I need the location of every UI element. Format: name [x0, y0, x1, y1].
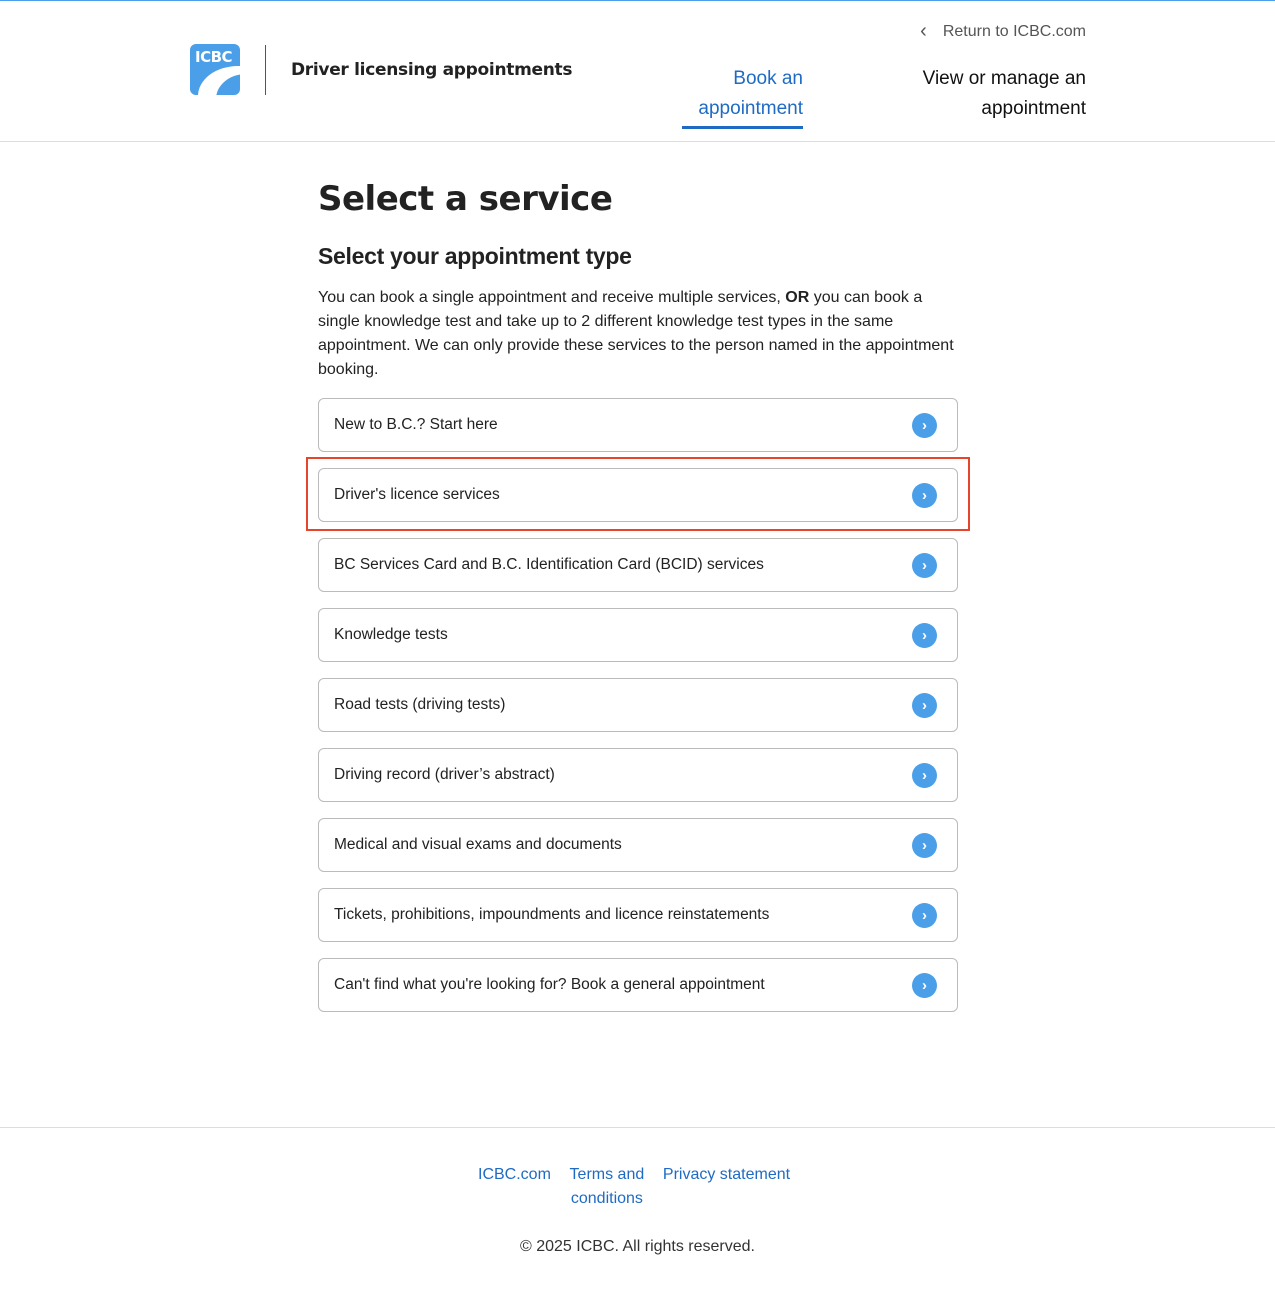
- service-option-label: Tickets, prohibitions, impoundments and licence reinstatements: [334, 906, 770, 923]
- page-title: Select a service: [318, 179, 613, 219]
- service-list: [318, 398, 958, 1012]
- icbc-logo[interactable]: [190, 44, 240, 95]
- nav-view-line1: View or manage an: [922, 68, 1086, 89]
- chevron-right-icon: ›: [912, 973, 937, 998]
- nav-view-line2: appointment: [981, 98, 1086, 119]
- service-option[interactable]: [318, 398, 958, 452]
- service-option-label: Can't find what you're looking for? Book a general appointment: [334, 976, 765, 993]
- chevron-right-icon: ›: [912, 483, 937, 508]
- service-option-label: BC Services Card and B.C. Identification Card (BCID) services: [334, 556, 764, 573]
- service-option[interactable]: [318, 468, 958, 522]
- chevron-right-icon: ›: [912, 833, 937, 858]
- chevron-right-icon: ›: [912, 413, 937, 438]
- nav-book-line2: appointment: [698, 98, 803, 119]
- return-link[interactable]: [920, 20, 1086, 43]
- logo-text: ICBC: [195, 48, 233, 66]
- site-footer: [0, 1127, 1275, 1293]
- return-link-label: Return to ICBC.com: [942, 22, 1086, 40]
- chevron-right-icon: ›: [912, 623, 937, 648]
- nav-book-appointment[interactable]: [682, 64, 803, 129]
- service-option[interactable]: [318, 818, 958, 872]
- service-option-label: Driver's licence services: [334, 486, 500, 503]
- section-subtitle: Select your appointment type: [318, 243, 632, 269]
- footer-link-privacy[interactable]: Privacy statement: [662, 1166, 791, 1183]
- app-title: Driver licensing appointments: [291, 60, 573, 80]
- chevron-left-icon: ‹: [920, 20, 927, 42]
- chevron-right-icon: ›: [912, 553, 937, 578]
- intro-part: you can book a single knowledge test and take up to 2 different knowledge test types in the same appointment. We can only provide these services to the person named in the appointment booking.: [318, 289, 954, 378]
- service-option[interactable]: [318, 538, 958, 592]
- chevron-right-icon: ›: [912, 693, 937, 718]
- header-divider: [265, 45, 266, 95]
- site-header: [0, 1, 1275, 142]
- chevron-right-icon: ›: [912, 903, 937, 928]
- main-content: [318, 179, 958, 1028]
- service-option-label: Medical and visual exams and documents: [334, 836, 622, 853]
- intro-text: [318, 286, 958, 382]
- highlight-box: [306, 457, 970, 531]
- footer-link-icbc[interactable]: ICBC.com: [478, 1166, 551, 1183]
- service-option-label: New to B.C.? Start here: [334, 416, 498, 433]
- chevron-right-icon: ›: [912, 763, 937, 788]
- intro-part: You can book a single appointment and receive multiple services,: [318, 289, 786, 306]
- copyright: © 2025 ICBC. All rights reserved.: [520, 1238, 755, 1255]
- intro-bold: OR: [785, 289, 810, 306]
- service-option[interactable]: [318, 678, 958, 732]
- service-option-label: Road tests (driving tests): [334, 696, 506, 713]
- service-option[interactable]: [318, 748, 958, 802]
- service-option-label: Driving record (driver’s abstract): [334, 766, 555, 783]
- nav-view-manage-appointment[interactable]: [886, 64, 1086, 124]
- service-option[interactable]: [318, 608, 958, 662]
- service-option[interactable]: [318, 888, 958, 942]
- service-option[interactable]: [318, 958, 958, 1012]
- footer-link-terms[interactable]: Terms and conditions: [569, 1166, 645, 1207]
- nav-book-line1: Book an: [733, 68, 803, 89]
- service-option-label: Knowledge tests: [334, 626, 448, 643]
